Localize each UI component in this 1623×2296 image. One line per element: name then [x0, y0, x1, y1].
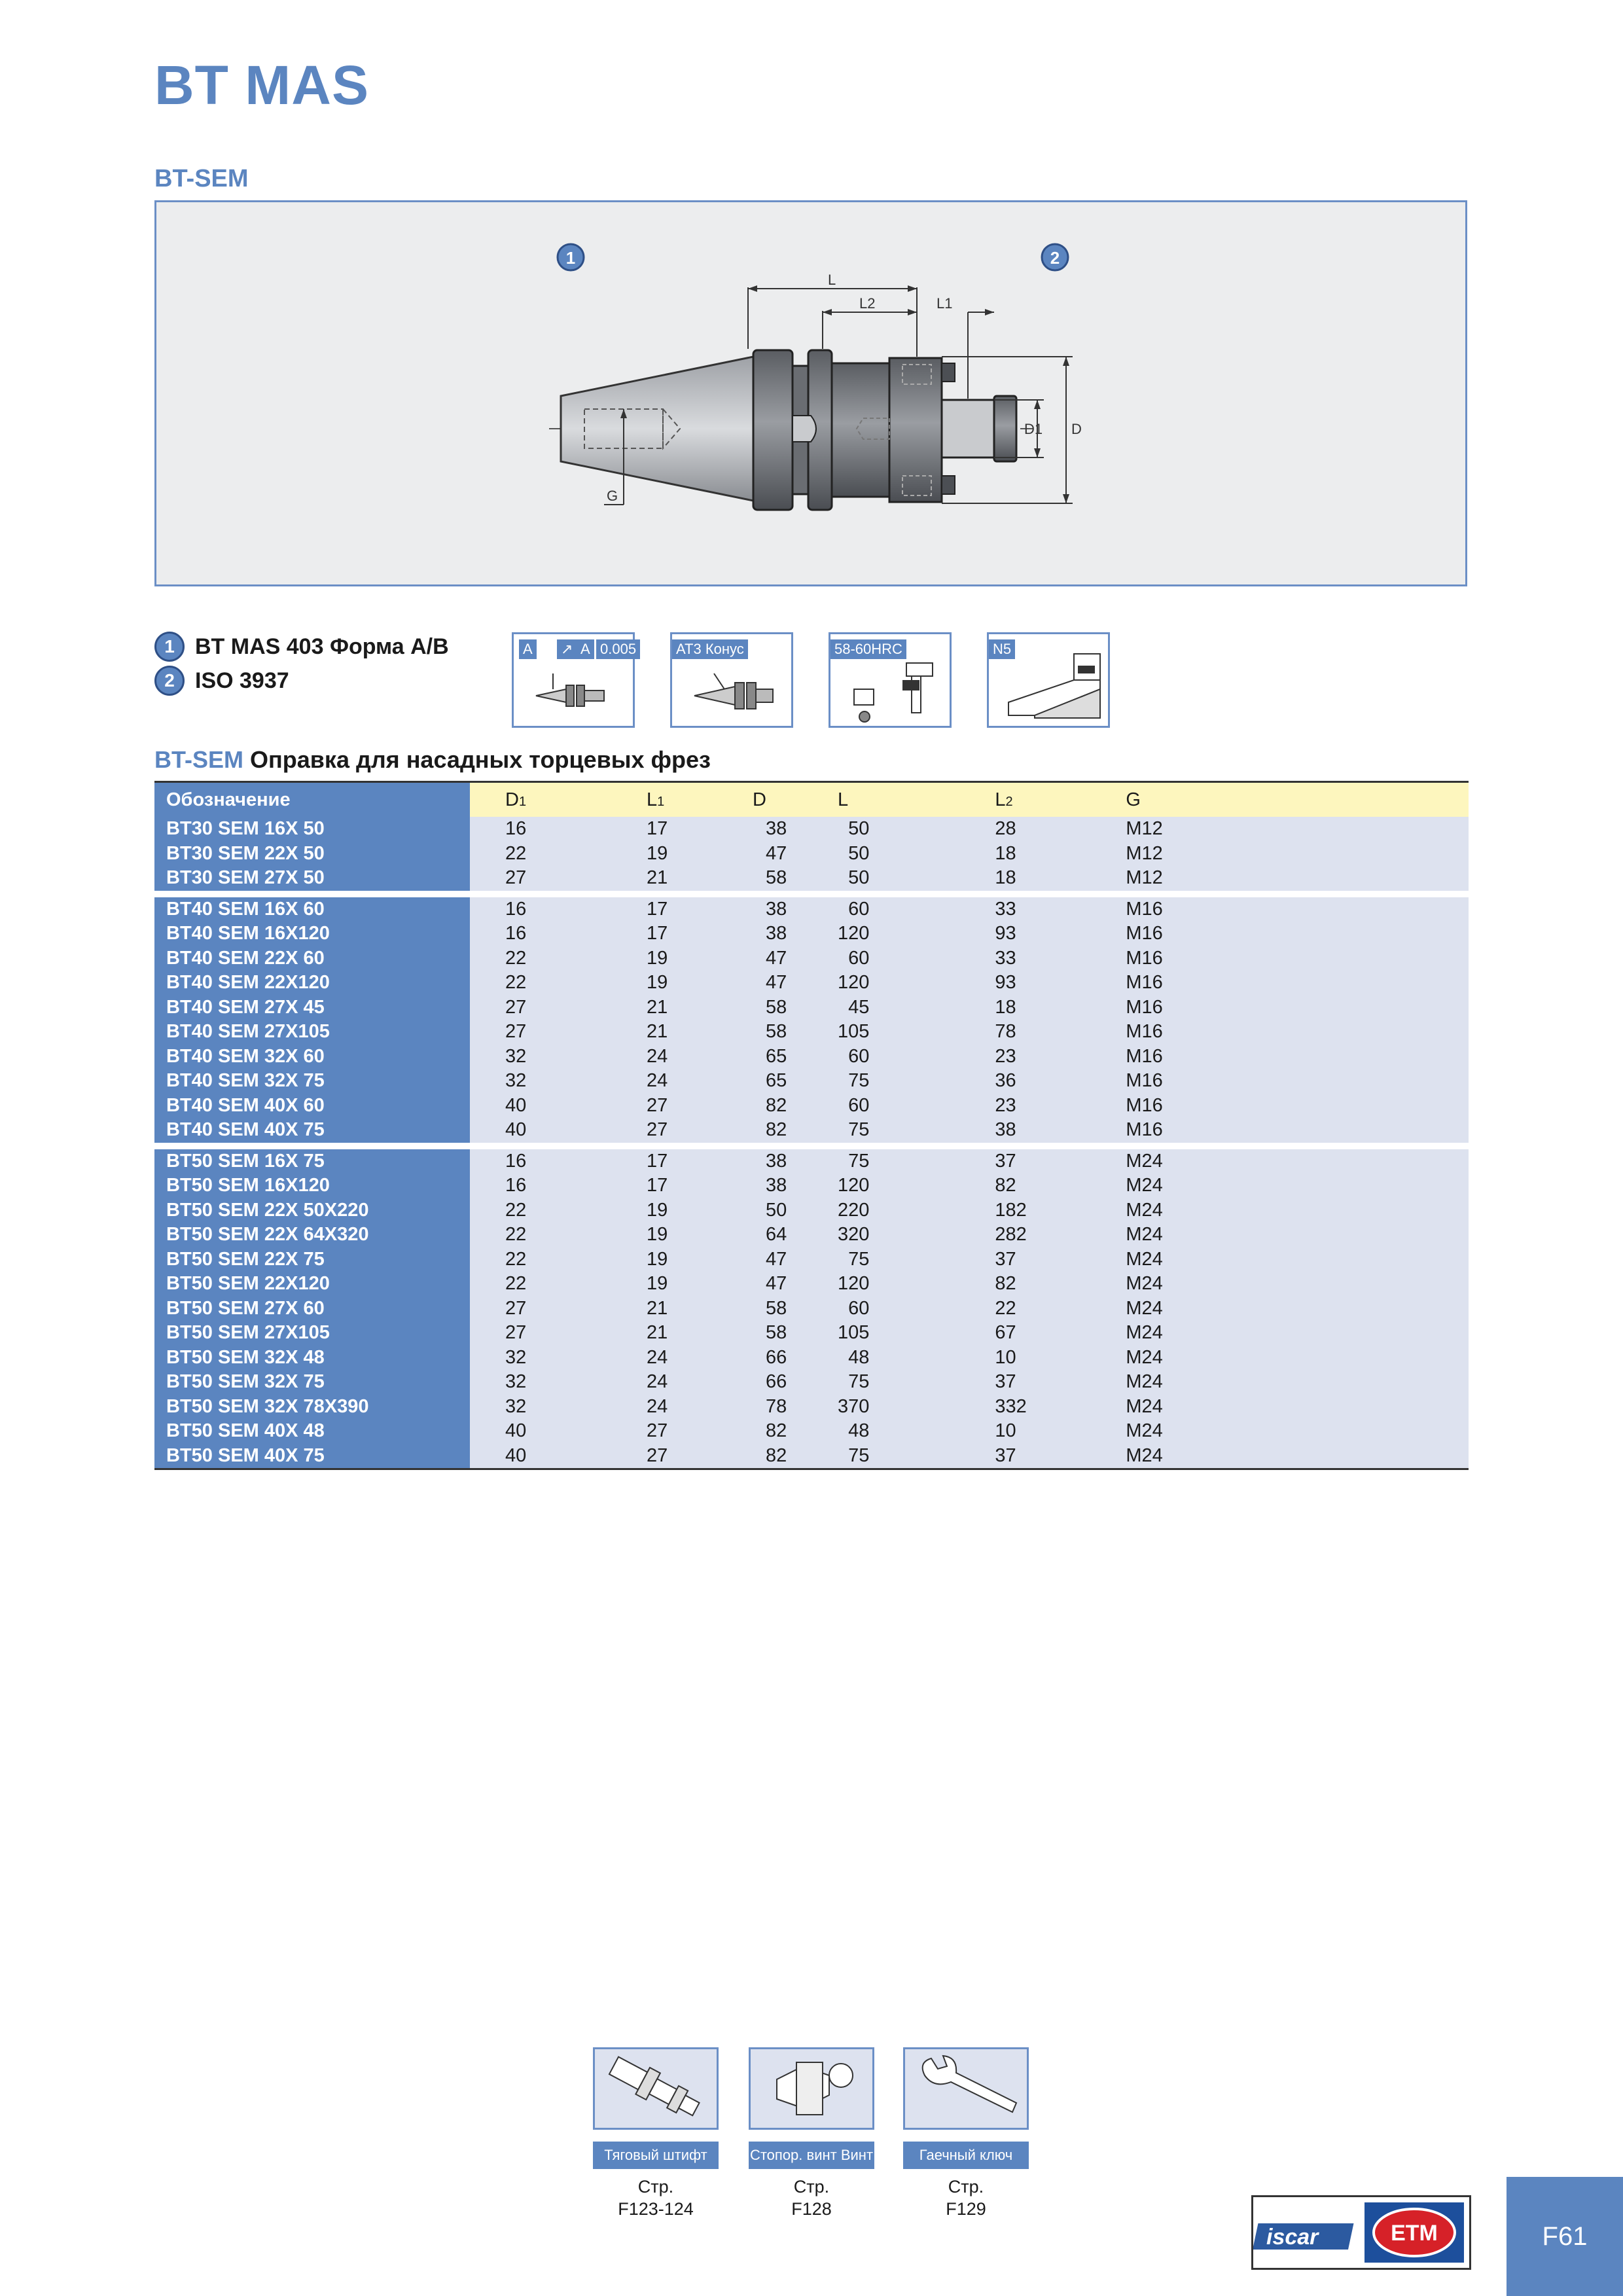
d1-cell: 16	[470, 897, 611, 922]
designation-cell: BT40 SEM 16X 60	[154, 897, 470, 922]
hardness-spec-icon	[829, 632, 952, 728]
d-cell: 38	[753, 922, 838, 946]
d1-cell: 40	[470, 1419, 611, 1444]
g-cell: M24	[1126, 1395, 1469, 1420]
l-cell: 75	[838, 1444, 929, 1469]
l1-cell: 19	[611, 1272, 753, 1297]
dim-D: D	[1071, 421, 1082, 437]
l2-cell: 23	[929, 1094, 1126, 1119]
table-row	[154, 1174, 1469, 1198]
g-cell: M24	[1126, 1198, 1469, 1223]
l1-cell: 17	[611, 1149, 753, 1174]
l-cell: 60	[838, 1094, 929, 1119]
l1-cell: 24	[611, 1395, 753, 1420]
d1-cell: 32	[470, 1370, 611, 1395]
l2-cell: 23	[929, 1045, 1126, 1069]
l1-cell: 17	[611, 1174, 753, 1198]
d-cell: 58	[753, 1020, 838, 1045]
standard-number: 2	[154, 666, 185, 696]
technical-drawing	[154, 200, 1467, 586]
g-cell: M24	[1126, 1174, 1469, 1198]
l-cell: 120	[838, 1174, 929, 1198]
d1-cell: 32	[470, 1069, 611, 1094]
dim-L: L	[828, 272, 836, 288]
designation-cell: BT50 SEM 27X 60	[154, 1297, 470, 1321]
l-cell: 120	[838, 922, 929, 946]
d1-cell: 40	[470, 1094, 611, 1119]
g-cell: M16	[1126, 897, 1469, 922]
l-cell: 75	[838, 1370, 929, 1395]
group-separator	[154, 891, 1469, 897]
l1-cell: 24	[611, 1069, 753, 1094]
g-cell: M16	[1126, 946, 1469, 971]
dim-G: G	[607, 488, 618, 504]
d-cell: 38	[753, 1149, 838, 1174]
designation-cell: BT40 SEM 32X 60	[154, 1045, 470, 1069]
d-cell: 47	[753, 1247, 838, 1272]
taper-label: AT3 Конус	[672, 639, 748, 659]
designation-cell: BT40 SEM 16X120	[154, 922, 470, 946]
holder-drawing	[156, 202, 1465, 584]
pull-stud-icon	[593, 2047, 719, 2130]
g-cell: M16	[1126, 922, 1469, 946]
designation-cell: BT50 SEM 40X 75	[154, 1444, 470, 1469]
g-cell: M16	[1126, 1045, 1469, 1069]
d1-cell: 27	[470, 866, 611, 891]
runout-spec-icon	[512, 632, 635, 728]
col-header-d1: D1	[470, 782, 611, 817]
l2-cell: 33	[929, 897, 1126, 922]
table-row	[154, 1419, 1469, 1444]
hardness-tester-icon	[844, 660, 942, 723]
page-number: F61	[1507, 2177, 1623, 2296]
table-row	[154, 817, 1469, 842]
d1-cell: 22	[470, 1272, 611, 1297]
l-cell: 120	[838, 971, 929, 996]
g-cell: M16	[1126, 1118, 1469, 1143]
d-cell: 38	[753, 817, 838, 842]
d-cell: 50	[753, 1198, 838, 1223]
l1-cell: 21	[611, 1297, 753, 1321]
d1-cell: 16	[470, 1149, 611, 1174]
g-cell: M16	[1126, 1020, 1469, 1045]
l1-cell: 17	[611, 817, 753, 842]
l2-cell: 18	[929, 996, 1126, 1020]
d1-cell: 16	[470, 1174, 611, 1198]
g-cell: M16	[1126, 971, 1469, 996]
l1-cell: 21	[611, 1321, 753, 1346]
designation-cell: BT40 SEM 40X 60	[154, 1094, 470, 1119]
standard-item	[154, 664, 449, 698]
g-cell: M12	[1126, 842, 1469, 867]
d-cell: 65	[753, 1045, 838, 1069]
g-cell: M16	[1126, 1069, 1469, 1094]
l-cell: 50	[838, 866, 929, 891]
l2-cell: 28	[929, 817, 1126, 842]
standard-text: ISO 3937	[195, 668, 289, 693]
l2-cell: 82	[929, 1174, 1126, 1198]
g-cell: M24	[1126, 1321, 1469, 1346]
g-cell: M24	[1126, 1370, 1469, 1395]
d1-cell: 27	[470, 1020, 611, 1045]
table-body	[154, 817, 1469, 1469]
l-cell: 60	[838, 1297, 929, 1321]
l2-cell: 332	[929, 1395, 1126, 1420]
d-cell: 58	[753, 1297, 838, 1321]
accessory-ref[interactable]: Стр. F123-124	[618, 2177, 694, 2219]
l1-cell: 19	[611, 1247, 753, 1272]
l-cell: 48	[838, 1346, 929, 1371]
l-cell: 370	[838, 1395, 929, 1420]
l-cell: 120	[838, 1272, 929, 1297]
d-cell: 38	[753, 1174, 838, 1198]
l2-cell: 18	[929, 866, 1126, 891]
d-cell: 64	[753, 1223, 838, 1247]
l-cell: 105	[838, 1020, 929, 1045]
col-header-l2: L2	[929, 782, 1126, 817]
runout-datum: A	[519, 639, 537, 659]
d-cell: 66	[753, 1370, 838, 1395]
l2-cell: 282	[929, 1223, 1126, 1247]
standard-item	[154, 630, 449, 664]
table-row	[154, 1395, 1469, 1420]
accessory-ref[interactable]: Стр. F128	[791, 2177, 832, 2219]
l-cell: 60	[838, 1045, 929, 1069]
g-cell: M24	[1126, 1272, 1469, 1297]
designation-cell: BT50 SEM 22X120	[154, 1272, 470, 1297]
d-cell: 58	[753, 866, 838, 891]
l2-cell: 36	[929, 1069, 1126, 1094]
table-row	[154, 1045, 1469, 1069]
l2-cell: 10	[929, 1419, 1126, 1444]
l1-cell: 17	[611, 897, 753, 922]
group-separator	[154, 1143, 1469, 1149]
g-cell: M24	[1126, 1297, 1469, 1321]
table-row	[154, 922, 1469, 946]
d1-cell: 22	[470, 1247, 611, 1272]
accessory-label: Гаечный ключ	[903, 2142, 1029, 2169]
accessory-item	[593, 2047, 719, 2220]
table-row	[154, 1118, 1469, 1143]
designation-cell: BT50 SEM 32X 78X390	[154, 1395, 470, 1420]
wrench-icon	[903, 2047, 1029, 2130]
designation-cell: BT50 SEM 22X 50X220	[154, 1198, 470, 1223]
d1-cell: 22	[470, 842, 611, 867]
locking-screw-icon	[749, 2047, 874, 2130]
marker-1-label: 1	[565, 248, 576, 268]
table-row	[154, 1094, 1469, 1119]
designation-cell: BT50 SEM 22X 64X320	[154, 1223, 470, 1247]
l1-cell: 27	[611, 1118, 753, 1143]
dim-L1: L1	[936, 295, 953, 312]
l2-cell: 22	[929, 1297, 1126, 1321]
d-cell: 82	[753, 1444, 838, 1469]
marker-2-label: 2	[1050, 248, 1060, 268]
g-cell: M16	[1126, 996, 1469, 1020]
g-cell: M24	[1126, 1247, 1469, 1272]
col-header-l: L	[838, 782, 929, 817]
d-cell: 65	[753, 1069, 838, 1094]
runout-arrow-icon: ↗	[557, 639, 577, 659]
col-header-l1: L1	[611, 782, 753, 817]
d-cell: 47	[753, 1272, 838, 1297]
d-cell: 78	[753, 1395, 838, 1420]
d-cell: 66	[753, 1346, 838, 1371]
d-cell: 58	[753, 1321, 838, 1346]
l-cell: 50	[838, 817, 929, 842]
l1-cell: 24	[611, 1370, 753, 1395]
surface-finish-spec-icon	[987, 632, 1110, 728]
d1-cell: 40	[470, 1118, 611, 1143]
runout-value: 0.005	[596, 639, 640, 659]
l1-cell: 21	[611, 866, 753, 891]
g-cell: M24	[1126, 1346, 1469, 1371]
surface-finish-label: N5	[989, 639, 1015, 659]
designation-cell: BT40 SEM 40X 75	[154, 1118, 470, 1143]
l-cell: 220	[838, 1198, 929, 1223]
table-row	[154, 1272, 1469, 1297]
l2-cell: 82	[929, 1272, 1126, 1297]
d1-cell: 27	[470, 996, 611, 1020]
designation-cell: BT30 SEM 16X 50	[154, 817, 470, 842]
table-row	[154, 996, 1469, 1020]
designation-cell: BT50 SEM 22X 75	[154, 1247, 470, 1272]
d-cell: 82	[753, 1419, 838, 1444]
l-cell: 50	[838, 842, 929, 867]
dim-L2: L2	[859, 295, 876, 312]
d1-cell: 22	[470, 971, 611, 996]
designation-cell: BT40 SEM 22X120	[154, 971, 470, 996]
d-cell: 47	[753, 842, 838, 867]
d1-cell: 32	[470, 1346, 611, 1371]
standard-number: 1	[154, 632, 185, 662]
l2-cell: 37	[929, 1370, 1126, 1395]
taper-holder-icon	[685, 667, 783, 719]
l2-cell: 18	[929, 842, 1126, 867]
page-title: BT MAS	[154, 54, 369, 116]
l-cell: 75	[838, 1069, 929, 1094]
col-header-g: G	[1126, 782, 1469, 817]
designation-cell: BT40 SEM 32X 75	[154, 1069, 470, 1094]
l2-cell: 93	[929, 971, 1126, 996]
l-cell: 45	[838, 996, 929, 1020]
designation-cell: BT40 SEM 22X 60	[154, 946, 470, 971]
table-header-row	[154, 782, 1469, 817]
table-row	[154, 1223, 1469, 1247]
table-heading-text: Оправка для насадных торцевых фрез	[250, 746, 711, 773]
iscar-logo: iscar	[1266, 2225, 1319, 2250]
table-row	[154, 1321, 1469, 1346]
g-cell: M24	[1126, 1149, 1469, 1174]
designation-cell: BT50 SEM 40X 48	[154, 1419, 470, 1444]
table-heading	[154, 746, 711, 774]
accessory-item	[749, 2047, 874, 2220]
table-row	[154, 1247, 1469, 1272]
l-cell: 75	[838, 1247, 929, 1272]
l1-cell: 27	[611, 1094, 753, 1119]
accessory-ref[interactable]: Стр. F129	[946, 2177, 986, 2219]
l1-cell: 17	[611, 922, 753, 946]
l2-cell: 33	[929, 946, 1126, 971]
table-row	[154, 1198, 1469, 1223]
l1-cell: 21	[611, 1020, 753, 1045]
l1-cell: 21	[611, 996, 753, 1020]
g-cell: M24	[1126, 1444, 1469, 1469]
table-row	[154, 1346, 1469, 1371]
surface-finish-icon	[995, 650, 1107, 723]
section-title: BT-SEM	[154, 165, 249, 192]
d1-cell: 22	[470, 1223, 611, 1247]
d-cell: 58	[753, 996, 838, 1020]
l-cell: 75	[838, 1118, 929, 1143]
runout-datum-2: A	[577, 639, 594, 659]
brand-logos	[1251, 2195, 1471, 2270]
l1-cell: 27	[611, 1419, 753, 1444]
table-row	[154, 866, 1469, 891]
standards-list	[154, 630, 449, 698]
l2-cell: 37	[929, 1149, 1126, 1174]
l-cell: 75	[838, 1149, 929, 1174]
hardness-label: 58-60HRC	[830, 639, 906, 659]
d-cell: 38	[753, 897, 838, 922]
g-cell: M12	[1126, 817, 1469, 842]
accessory-label: Стопор. винт Винт	[749, 2142, 874, 2169]
d1-cell: 40	[470, 1444, 611, 1469]
designation-cell: BT50 SEM 16X120	[154, 1174, 470, 1198]
l2-cell: 67	[929, 1321, 1126, 1346]
l2-cell: 37	[929, 1444, 1126, 1469]
dim-D1: D1	[1024, 421, 1043, 437]
l-cell: 320	[838, 1223, 929, 1247]
designation-cell: BT40 SEM 27X 45	[154, 996, 470, 1020]
table-row	[154, 1149, 1469, 1174]
designation-cell: BT50 SEM 27X105	[154, 1321, 470, 1346]
d1-cell: 27	[470, 1297, 611, 1321]
runout-holder-icon	[527, 670, 625, 722]
d1-cell: 16	[470, 922, 611, 946]
table-row	[154, 1297, 1469, 1321]
d-cell: 82	[753, 1118, 838, 1143]
d1-cell: 27	[470, 1321, 611, 1346]
l1-cell: 24	[611, 1346, 753, 1371]
table-row	[154, 897, 1469, 922]
designation-cell: BT30 SEM 27X 50	[154, 866, 470, 891]
designation-cell: BT50 SEM 16X 75	[154, 1149, 470, 1174]
l1-cell: 24	[611, 1045, 753, 1069]
d1-cell: 22	[470, 1198, 611, 1223]
l-cell: 48	[838, 1419, 929, 1444]
designation-cell: BT30 SEM 22X 50	[154, 842, 470, 867]
l2-cell: 93	[929, 922, 1126, 946]
standard-text: BT MAS 403 Форма А/В	[195, 634, 449, 659]
l2-cell: 10	[929, 1346, 1126, 1371]
table-row	[154, 1069, 1469, 1094]
d-cell: 82	[753, 1094, 838, 1119]
l2-cell: 182	[929, 1198, 1126, 1223]
d1-cell: 22	[470, 946, 611, 971]
d-cell: 47	[753, 971, 838, 996]
l2-cell: 78	[929, 1020, 1126, 1045]
table-row	[154, 946, 1469, 971]
g-cell: M12	[1126, 866, 1469, 891]
d-cell: 47	[753, 946, 838, 971]
g-cell: M24	[1126, 1419, 1469, 1444]
l1-cell: 19	[611, 971, 753, 996]
l2-cell: 37	[929, 1247, 1126, 1272]
designation-cell: BT50 SEM 32X 48	[154, 1346, 470, 1371]
table-heading-code: BT-SEM	[154, 746, 244, 773]
table-row	[154, 1020, 1469, 1045]
l1-cell: 27	[611, 1444, 753, 1469]
etm-logo: ETM	[1391, 2221, 1438, 2246]
d1-cell: 32	[470, 1045, 611, 1069]
designation-cell: BT40 SEM 27X105	[154, 1020, 470, 1045]
table-row	[154, 842, 1469, 867]
g-cell: M16	[1126, 1094, 1469, 1119]
col-header-designation: Обозначение	[154, 782, 470, 817]
l-cell: 105	[838, 1321, 929, 1346]
l1-cell: 19	[611, 1198, 753, 1223]
table-row	[154, 1370, 1469, 1395]
dimensions-table	[154, 781, 1469, 1470]
d1-cell: 32	[470, 1395, 611, 1420]
col-header-d: D	[753, 782, 838, 817]
l1-cell: 19	[611, 946, 753, 971]
l-cell: 60	[838, 897, 929, 922]
l1-cell: 19	[611, 842, 753, 867]
accessory-item	[903, 2047, 1029, 2220]
l1-cell: 19	[611, 1223, 753, 1247]
table-row	[154, 971, 1469, 996]
l-cell: 60	[838, 946, 929, 971]
d1-cell: 16	[470, 817, 611, 842]
accessory-label: Тяговый штифт	[593, 2142, 719, 2169]
l2-cell: 38	[929, 1118, 1126, 1143]
taper-spec-icon	[670, 632, 793, 728]
table-row	[154, 1444, 1469, 1469]
designation-cell: BT50 SEM 32X 75	[154, 1370, 470, 1395]
g-cell: M24	[1126, 1223, 1469, 1247]
